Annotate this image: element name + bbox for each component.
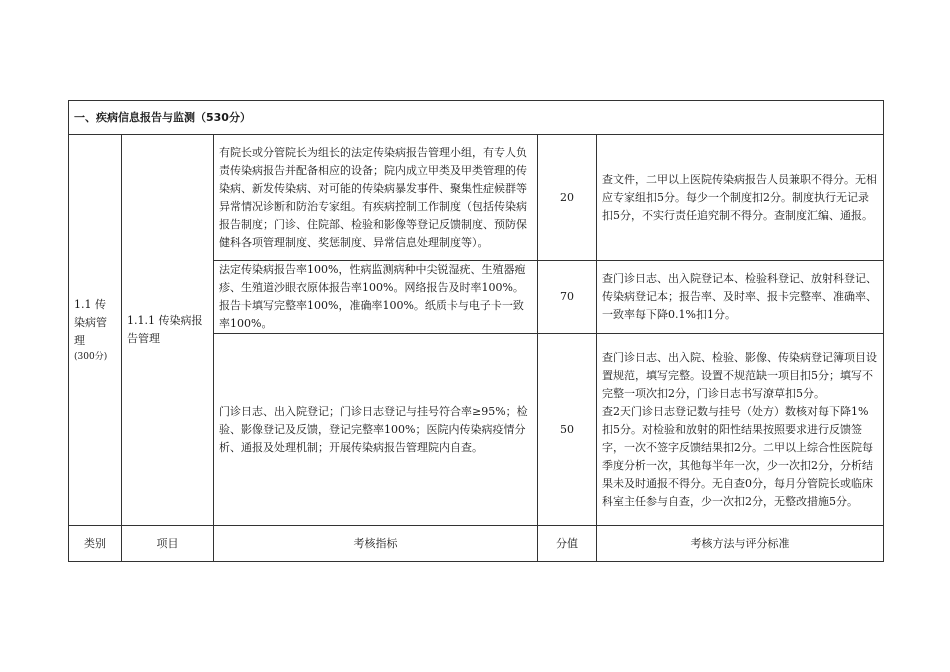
score-cell: 20 [538,135,597,261]
indicator-cell: 门诊日志、出入院登记；门诊日志登记与挂号符合率≥95%；检验、影像登记及反馈，登记完整率100%；医院内传染病疫情分析、通报及处理机制；开展传染病报告管理院内自查。 [214,334,538,526]
header-indicator: 考核指标 [214,526,538,562]
table-row [69,135,884,261]
category-cell [69,135,122,526]
method-cell: 查文件，二甲以上医院传染病报告人员兼职不得分。无相应专家组扣5分。每少一个制度扣2分。制度执行无记录扣5分，不实行责任追究制不得分。查制度汇编、通报。 [597,135,884,261]
method-cell: 查门诊日志、出入院、检验、影像、传染病登记簿项目设置规范，填写完整。设置不规范缺一项目扣5分；填写不完整一项次扣2分，门诊日志书写潦草扣5分。 查2天门诊日志登记数与挂号（处方）数核对每下降1%扣5分。对检验和放射的阳性结果按照要求进行反馈签字，一次不签字反馈结果扣2分。二甲以上综合性医院每季度分析一次，其他每半年一次，少一次扣2分，分析结果未及时通报不得分。无自查0分，每月分管院长或临床科室主任参与自查，少一次扣2分，无整改措施5分。 [597,334,884,526]
item-cell: 1.1.1 传染病报告管理 [122,135,214,526]
header-score: 分值 [538,526,597,562]
section-title: 一、疾病信息报告与监测（530分） [69,101,884,135]
indicator-cell: 有院长或分管院长为组长的法定传染病报告管理小组，有专人负责传染病报告并配备相应的设备；院内成立甲类及甲类管理的传染病、新发传染病、对可能的传染病暴发事件、聚集性症候群等异常情况诊断和防治专家组。有疾病控制工作制度（包括传染病报告制度；门诊、住院部、检验和影像等登记反馈制度、预防保健科各项管理制度、奖惩制度、异常信息处理制度等）。 [214,135,538,261]
score-cell: 70 [538,261,597,334]
score-cell: 50 [538,334,597,526]
indicator-cell: 法定传染病报告率100%，性病监测病种中尖锐湿疣、生殖器疱疹、生殖道沙眼衣原体报告率100%。网络报告及时率100%。报告卡填写完整率100%，准确率100%。纸质卡与电子卡一致率100%。 [214,261,538,334]
section-title-row [69,101,884,135]
category-score: (300分) [74,352,108,362]
header-item: 项目 [122,526,214,562]
method-cell: 查门诊日志、出入院登记本、检验科登记、放射科登记、传染病登记本；报告率、及时率、报卡完整率、准确率、一致率每下降0.1%扣1分。 [597,261,884,334]
header-row [69,526,884,562]
header-method: 考核方法与评分标准 [597,526,884,562]
header-category: 类别 [69,526,122,562]
assessment-table [68,100,884,562]
category-label: 1.1 传染病管理 [74,298,107,347]
